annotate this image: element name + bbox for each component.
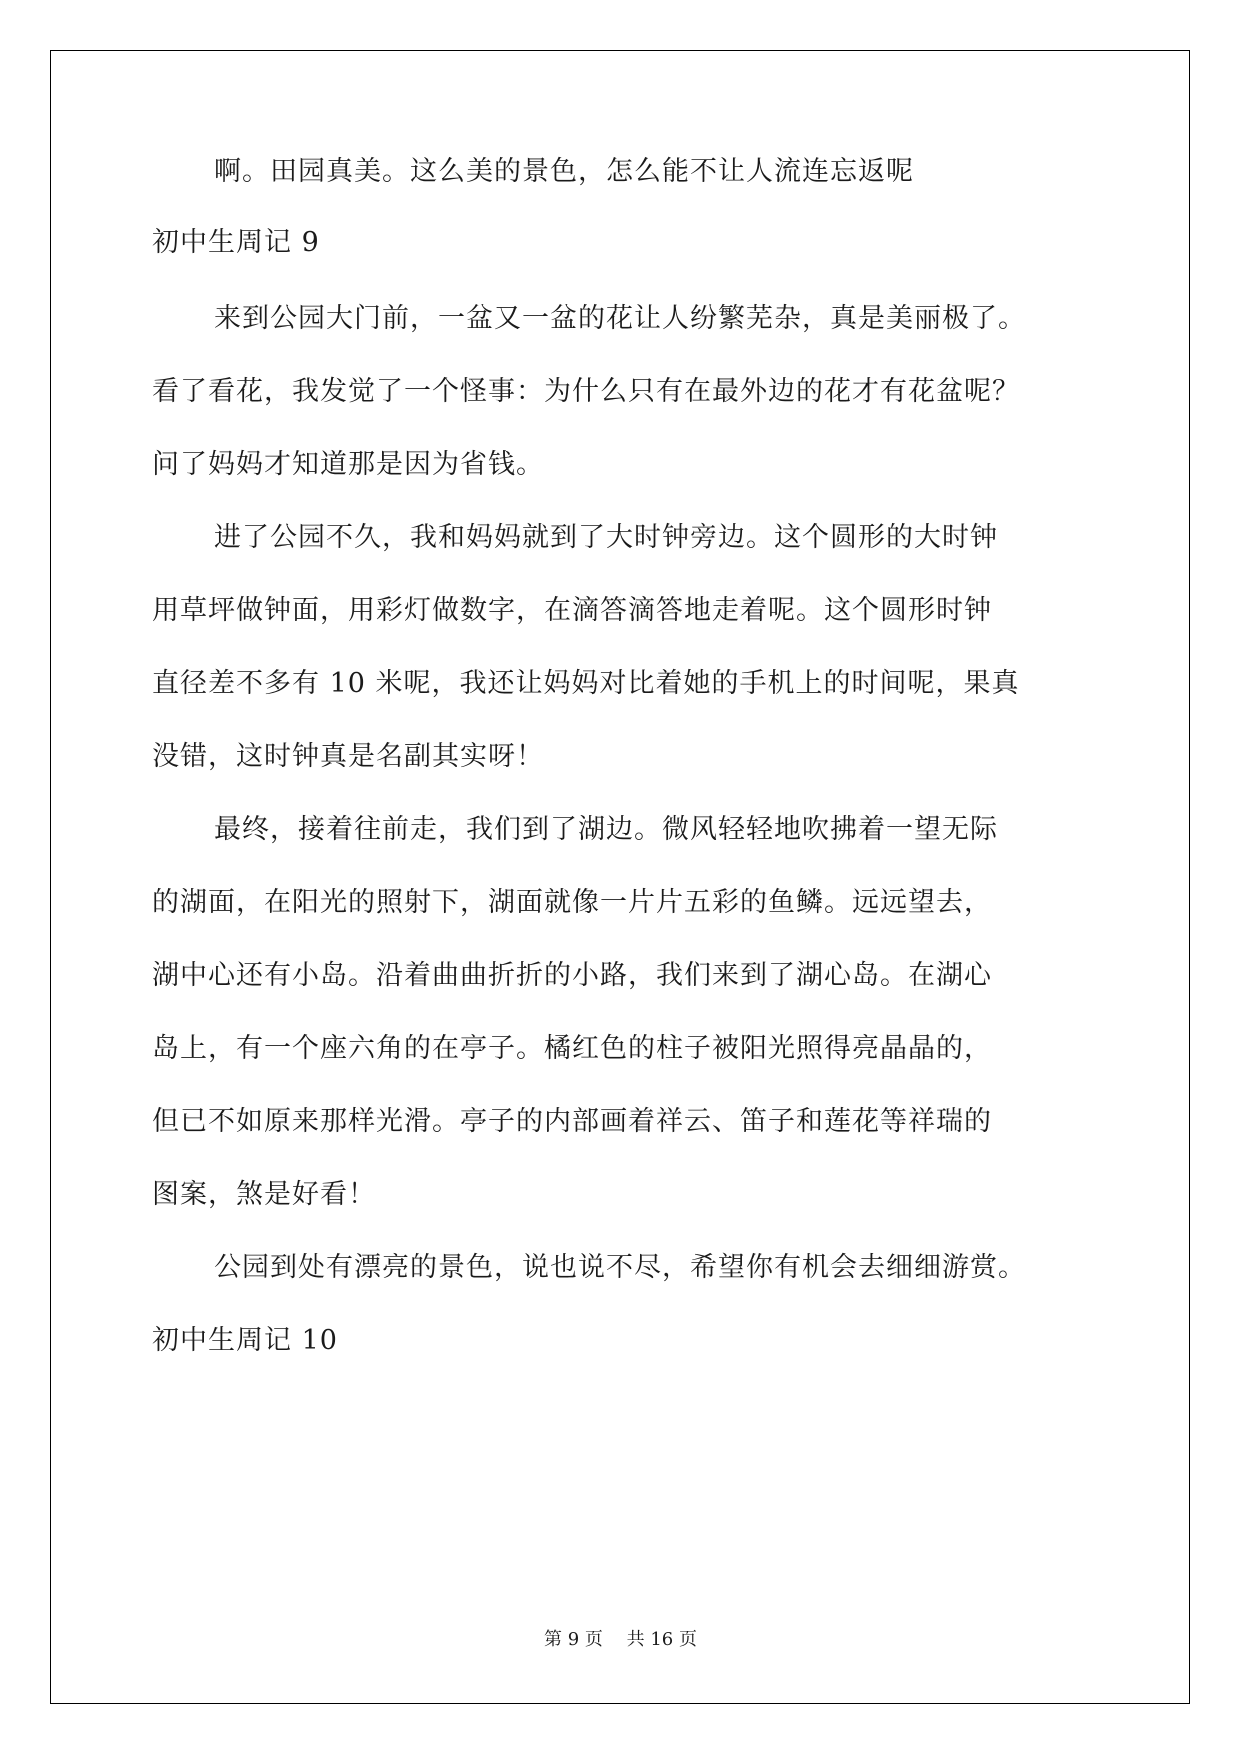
paragraph-line: 进了公园不久，我和妈妈就到了大时钟旁边。这个圆形的大时钟 xyxy=(214,522,998,553)
page-frame xyxy=(50,50,1190,1704)
paragraph-line: 岛上，有一个座六角的在亭子。橘红色的柱子被阳光照得亮晶晶的， xyxy=(152,1033,992,1064)
paragraph-line: 最终，接着往前走，我们到了湖边。微风轻轻地吹拂着一望无际 xyxy=(214,814,998,845)
section-heading: 初中生周记 10 xyxy=(152,1325,338,1356)
paragraph-line: 用草坪做钟面，用彩灯做数字，在滴答滴答地走着呢。这个圆形时钟 xyxy=(152,595,992,626)
paragraph-line: 但已不如原来那样光滑。亭子的内部画着祥云、笛子和莲花等祥瑞的 xyxy=(152,1106,992,1137)
paragraph-line: 直径差不多有 10 米呢，我还让妈妈对比着她的手机上的时间呢，果真 xyxy=(152,668,1020,699)
page-number-footer: 第 9 页 共 16 页 xyxy=(544,1629,697,1650)
paragraph-line: 看了看花，我发觉了一个怪事：为什么只有在最外边的花才有花盆呢？ xyxy=(152,376,1020,407)
paragraph-line: 啊。田园真美。这么美的景色，怎么能不让人流连忘返呢 xyxy=(214,156,914,187)
paragraph-line: 没错，这时钟真是名副其实呀！ xyxy=(152,741,544,772)
paragraph-line: 来到公园大门前，一盆又一盆的花让人纷繁芜杂，真是美丽极了。 xyxy=(214,303,1026,334)
paragraph-line: 图案，煞是好看！ xyxy=(152,1179,376,1210)
paragraph-line: 公园到处有漂亮的景色，说也说不尽，希望你有机会去细细游赏。 xyxy=(214,1252,1026,1283)
paragraph-line: 问了妈妈才知道那是因为省钱。 xyxy=(152,449,544,480)
paragraph-line: 湖中心还有小岛。沿着曲曲折折的小路，我们来到了湖心岛。在湖心 xyxy=(152,960,992,991)
paragraph-line: 的湖面，在阳光的照射下，湖面就像一片片五彩的鱼鳞。远远望去， xyxy=(152,887,992,918)
section-heading: 初中生周记 9 xyxy=(152,227,320,258)
